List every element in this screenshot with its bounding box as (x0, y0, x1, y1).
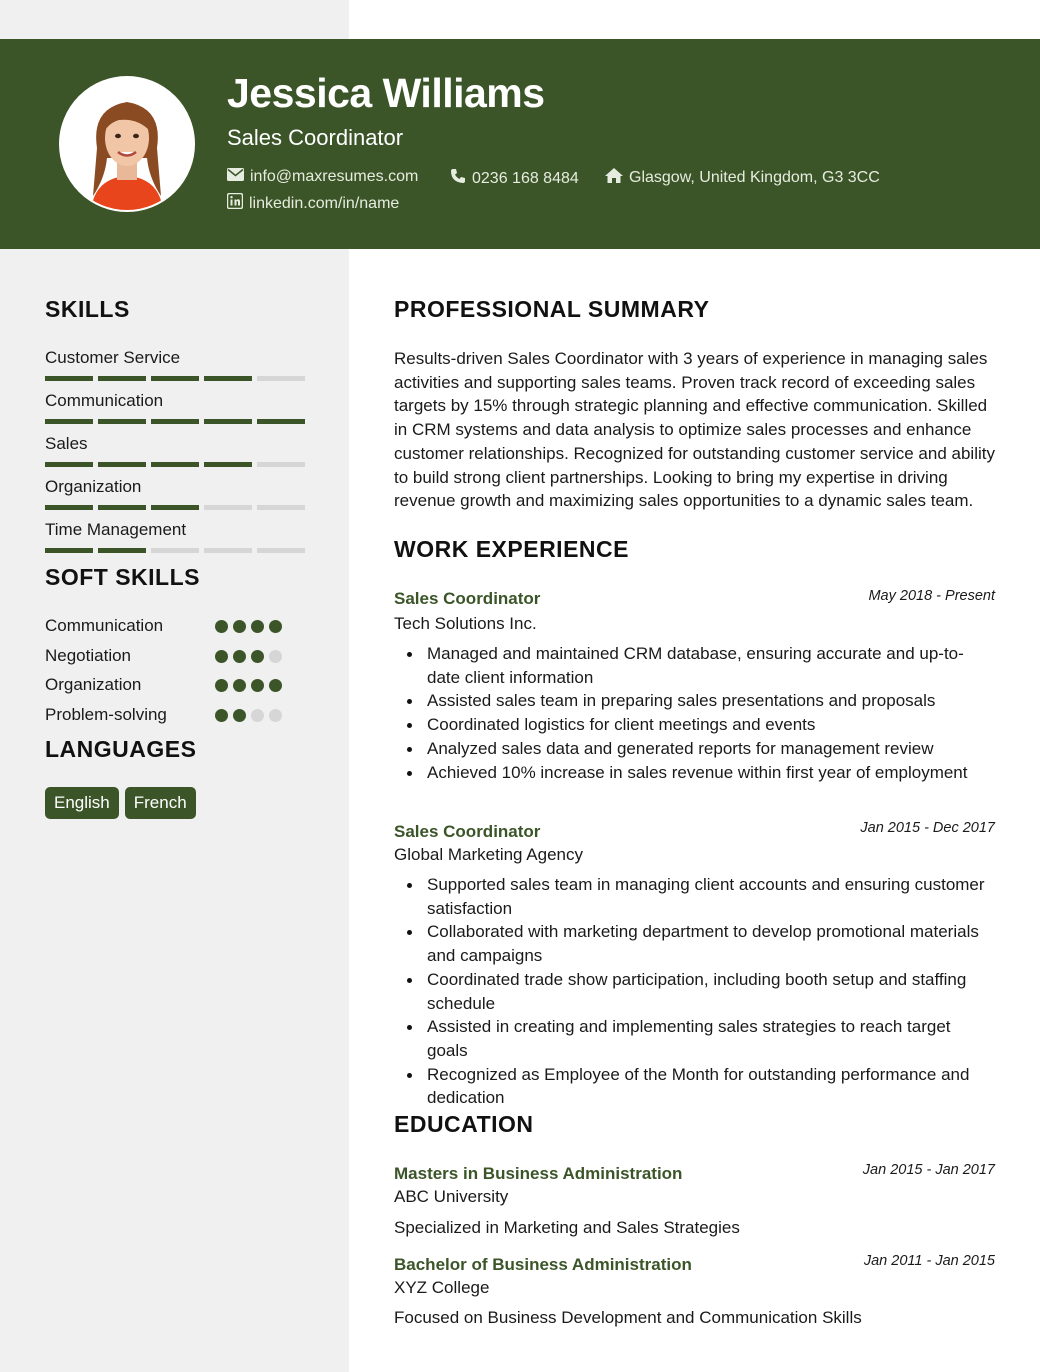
rating-dot (215, 650, 228, 663)
job-company: Tech Solutions Inc. (394, 614, 537, 633)
rating-dot (233, 620, 246, 633)
job-date: Jan 2015 - Dec 2017 (860, 820, 995, 836)
skill-item (45, 520, 305, 553)
list-item: Coordinated logistics for client meetings and events (394, 713, 995, 737)
soft-skill-rating (215, 650, 282, 663)
linkedin-text: linkedin.com/in/name (249, 194, 400, 212)
rating-dot (269, 620, 282, 633)
job-date: May 2018 - Present (868, 588, 995, 604)
job-title: Sales Coordinator (394, 589, 541, 608)
skill-level-segment (257, 462, 305, 467)
skill-level-bar (45, 376, 305, 381)
soft-skill-item (45, 705, 305, 725)
skill-level-segment (204, 505, 252, 510)
rating-dot (269, 709, 282, 722)
skill-level-segment (98, 376, 146, 381)
skill-item (45, 348, 305, 381)
phone-icon (450, 168, 466, 189)
skill-level-segment (204, 548, 252, 553)
skills-heading: SKILLS (45, 296, 130, 322)
skill-label: Sales (45, 434, 88, 453)
job-title: Sales Coordinator (394, 822, 541, 841)
list-item: Recognized as Employee of the Month for outstanding performance and dedication (394, 1063, 995, 1110)
school-name: ABC University (394, 1187, 509, 1206)
degree-title: Masters in Business Administration (394, 1164, 683, 1183)
skill-label: Customer Service (45, 348, 181, 367)
rating-dot (233, 709, 246, 722)
list-item: Assisted in creating and implementing sales strategies to reach target goals (394, 1015, 995, 1062)
rating-dot (215, 709, 228, 722)
home-icon (605, 168, 623, 188)
education-heading: EDUCATION (394, 1111, 534, 1137)
skill-level-segment (45, 462, 93, 467)
rating-dot (233, 650, 246, 663)
job-bullets (394, 642, 995, 784)
soft-skill-label: Problem-solving (45, 705, 167, 724)
skill-level-segment (204, 462, 252, 467)
contact-address (605, 168, 880, 188)
linkedin-icon (227, 193, 243, 214)
summary-text: Results-driven Sales Coordinator with 3 years of experience in managing sales activities and supporting sales teams. Proven track record of exceeding sales targets by 15% through strategic planning and effective communication. Skilled in CRM systems and data analysis to optimize sales processes and enhance customer relationships. Recognized for outstanding customer service and ability to build strong client partnerships. Looking to bring my expertise in driving revenue growth and maximizing sales opportunities to a dynamic sales team. (394, 349, 995, 511)
skill-level-segment (151, 376, 199, 381)
skill-level-segment (257, 419, 305, 424)
skill-level-bar (45, 505, 305, 510)
rating-dot (269, 650, 282, 663)
language-badge: French (125, 787, 196, 819)
soft-skill-label: Communication (45, 616, 164, 635)
rating-dot (251, 620, 264, 633)
skill-level-segment (98, 505, 146, 510)
profile-photo (59, 76, 195, 212)
skill-level-segment (98, 462, 146, 467)
job-company: Global Marketing Agency (394, 845, 583, 864)
soft-skill-item (45, 616, 305, 636)
list-item: Assisted sales team in preparing sales presentations and proposals (394, 689, 995, 713)
degree-description: Specialized in Marketing and Sales Strategies (394, 1218, 740, 1237)
rating-dot (251, 709, 264, 722)
skill-label: Time Management (45, 520, 187, 539)
skill-label: Communication (45, 391, 164, 410)
rating-dot (251, 650, 264, 663)
soft-skill-rating (215, 679, 282, 692)
skill-level-segment (45, 548, 93, 553)
soft-skill-label: Negotiation (45, 646, 132, 665)
experience-heading: WORK EXPERIENCE (394, 536, 629, 562)
skill-level-segment (45, 419, 93, 424)
email-text: info@maxresumes.com (250, 168, 419, 185)
skill-level-segment (257, 505, 305, 510)
skill-level-bar (45, 462, 305, 467)
languages-heading: LANGUAGES (45, 736, 197, 762)
degree-date: Jan 2015 - Jan 2017 (862, 1162, 995, 1178)
degree-date: Jan 2011 - Jan 2015 (863, 1253, 995, 1269)
rating-dot (269, 679, 282, 692)
phone-text: 0236 168 8484 (472, 169, 579, 187)
skill-level-segment (204, 376, 252, 381)
candidate-name: Jessica Williams (227, 70, 545, 116)
job-bullets (394, 873, 995, 1110)
rating-dot (215, 679, 228, 692)
envelope-icon (227, 168, 244, 186)
skill-level-segment (151, 419, 199, 424)
soft-skill-label: Organization (45, 675, 142, 694)
skill-level-segment (151, 462, 199, 467)
candidate-title: Sales Coordinator (227, 125, 404, 150)
list-item: Managed and maintained CRM database, ensuring accurate and up-to-date client information (394, 642, 995, 689)
skill-label: Organization (45, 477, 142, 496)
soft-skills-heading: SOFT SKILLS (45, 564, 200, 590)
language-badge: English (45, 787, 119, 819)
soft-skill-item (45, 675, 305, 695)
list-item: Collaborated with marketing department to develop promotional materials and campaigns (394, 920, 995, 967)
rating-dot (251, 679, 264, 692)
list-item: Analyzed sales data and generated reports for management review (394, 737, 995, 761)
soft-skill-rating (215, 620, 282, 633)
degree-description: Focused on Business Development and Communication Skills (394, 1308, 862, 1327)
skill-level-segment (98, 419, 146, 424)
skill-level-segment (204, 419, 252, 424)
contact-email[interactable] (227, 168, 418, 186)
skill-level-segment (151, 505, 199, 510)
soft-skill-rating (215, 709, 282, 722)
skill-level-segment (45, 505, 93, 510)
contact-linkedin[interactable] (227, 193, 399, 214)
skill-level-segment (151, 548, 199, 553)
skill-level-bar (45, 548, 305, 553)
contact-phone[interactable] (450, 168, 579, 189)
school-name: XYZ College (394, 1278, 490, 1297)
address-text: Glasgow, United Kingdom, G3 3CC (629, 169, 880, 186)
list-item: Achieved 10% increase in sales revenue within first year of employment (394, 761, 995, 785)
rating-dot (215, 620, 228, 633)
languages-list (45, 787, 196, 819)
list-item: Coordinated trade show participation, including booth setup and staffing schedule (394, 968, 995, 1015)
list-item: Supported sales team in managing client accounts and ensuring customer satisfaction (394, 873, 995, 920)
rating-dot (233, 679, 246, 692)
summary-heading: PROFESSIONAL SUMMARY (394, 296, 710, 322)
skill-level-segment (257, 548, 305, 553)
skill-level-bar (45, 419, 305, 424)
skill-level-segment (45, 376, 93, 381)
soft-skill-item (45, 646, 305, 666)
skill-item (45, 391, 305, 424)
skill-item (45, 477, 305, 510)
skill-level-segment (257, 376, 305, 381)
skill-item (45, 434, 305, 467)
skill-level-segment (98, 548, 146, 553)
degree-title: Bachelor of Business Administration (394, 1255, 692, 1274)
